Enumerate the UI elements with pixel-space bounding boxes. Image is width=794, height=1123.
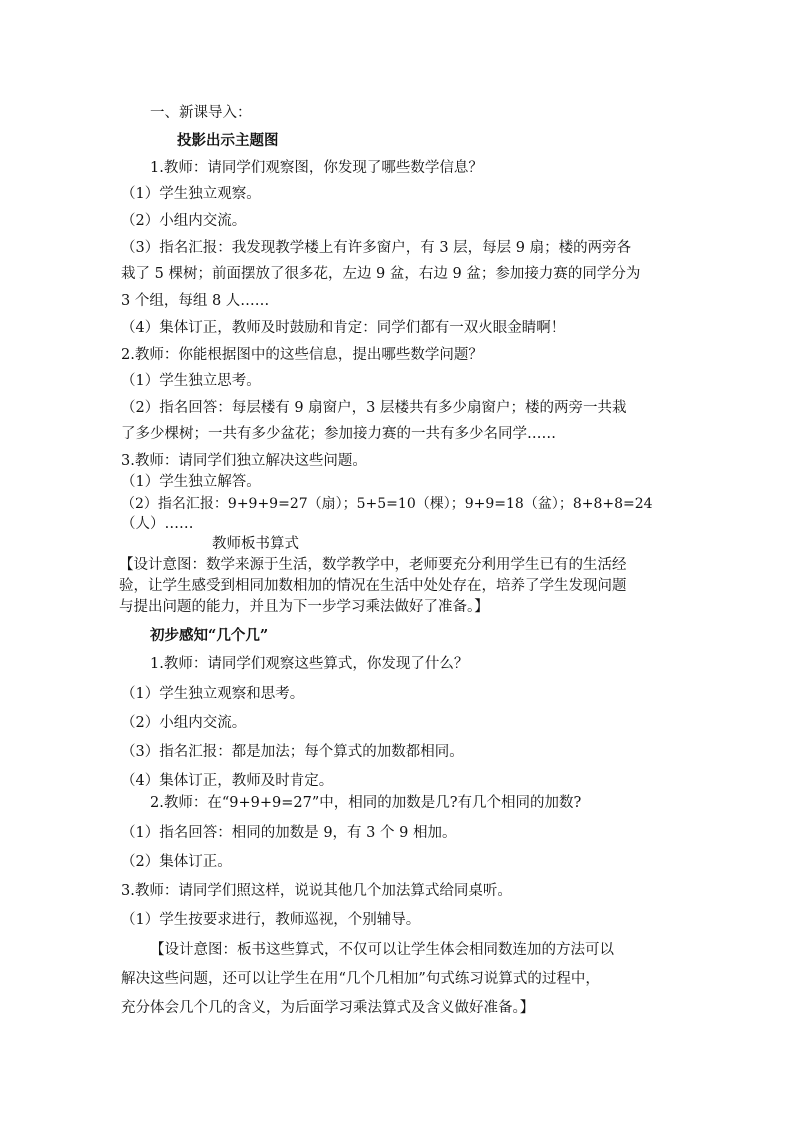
paragraph-line: 了多少棵树；一共有多少盆花；参加接力赛的一共有多少名同学…… — [121, 426, 556, 442]
paragraph-line: （1）学生独立解答。 — [121, 474, 261, 490]
paragraph-line: 3.教师：请同学们照这样，说说其他几个加法算式给同桌听。 — [121, 883, 512, 899]
paragraph-line: （1）学生独立观察。 — [121, 186, 261, 202]
paragraph-line: 1.教师：请同学们观察这些算式，你发现了什么？ — [150, 656, 469, 672]
paragraph-line: （2）小组内交流。 — [121, 715, 247, 731]
paragraph-line: （1）学生独立思考。 — [121, 373, 261, 389]
design-intent-line: 与提出问题的能力，并且为下一步学习乘法做好了准备。】 — [119, 599, 489, 615]
paragraph-line: （4）集体订正，教师及时鼓励和肯定：同学们都有一双火眼金睛啊！ — [121, 320, 566, 336]
design-intent-line: 【设计意图：板书这些算式，不仅可以让学生体会相同数连加的方法可以 — [150, 942, 614, 958]
design-intent-line: 【设计意图：数学来源于生活，数学教学中，老师要充分利用学生已有的生活经 — [119, 557, 627, 573]
paragraph-line: （1）学生按要求进行，教师巡视，个别辅导。 — [121, 912, 421, 928]
paragraph-line: （2）指名回答：每层楼有 9 扇窗户，3 层楼共有多少扇窗户；楼的两旁一共栽 — [121, 400, 627, 416]
design-intent-line: 充分体会几个几的含义，为后面学习乘法算式及含义做好准备。】 — [121, 1000, 535, 1016]
design-intent-line: 解决这些问题，还可以让学生在用“几个几相加”句式练习说算式的过程中， — [121, 971, 600, 987]
paragraph-line: （4）集体订正，教师及时肯定。 — [121, 773, 334, 789]
paragraph-line: 3 个组，每组 8 人…… — [121, 293, 270, 309]
section-heading: 一、新课导入： — [150, 105, 252, 121]
paragraph-line: 2.教师：在“9+9+9=27”中，相同的加数是几?有几个相同的加数? — [150, 795, 582, 811]
paragraph-line: （2）指名汇报：9+9+9=27（扇）；5+5=10（棵）；9+9=18（盆）；8+8+8=24 — [121, 496, 653, 512]
paragraph-line: 3.教师：请同学们独立解决这些问题。 — [121, 453, 367, 469]
paragraph-line: （1）指名回答：相同的加数是 9，有 3 个 9 相加。 — [121, 825, 457, 841]
paragraph-line: （人）…… — [121, 516, 194, 532]
paragraph-line: 栽了 5 棵树；前面摆放了很多花，左边 9 盆，右边 9 盆；参加接力赛的同学分为 — [121, 266, 641, 282]
paragraph-line: （3）指名汇报：我发现教学楼上有许多窗户，有 3 层，每层 9 扇；楼的两旁各 — [121, 240, 632, 256]
subheading-projection: 投影出示主题图 — [177, 132, 279, 149]
paragraph-line: 1.教师：请同学们观察图，你发现了哪些数学信息？ — [150, 160, 483, 176]
paragraph-line: （2）小组内交流。 — [121, 213, 247, 229]
design-intent-line: 验，让学生感受到相同加数相加的情况在生活中处处存在，培养了学生发现问题 — [119, 578, 627, 594]
board-note: 教师板书算式 — [212, 536, 299, 552]
paragraph-line: 2.教师：你能根据图中的这些信息，提出哪些数学问题？ — [121, 347, 483, 363]
paragraph-line: （3）指名汇报：都是加法；每个算式的加数都相同。 — [121, 744, 464, 760]
subheading-perception: 初步感知“几个几” — [150, 627, 269, 644]
paragraph-line: （1）学生独立观察和思考。 — [121, 686, 305, 702]
paragraph-line: （2）集体订正。 — [121, 854, 232, 870]
